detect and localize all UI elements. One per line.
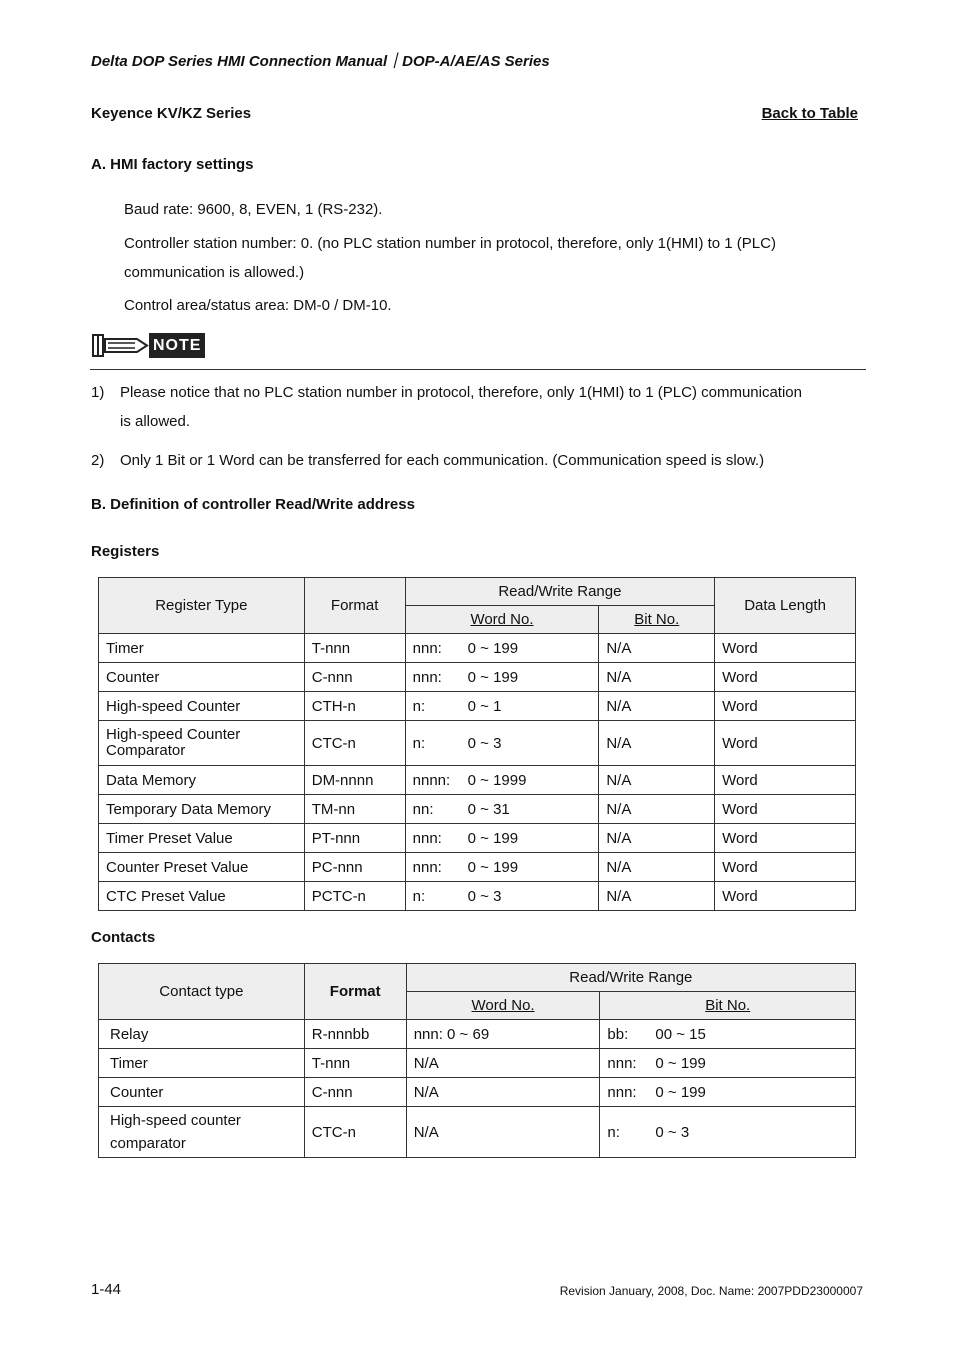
format-cell: C-nnn bbox=[304, 663, 405, 692]
header-format: Format bbox=[304, 964, 406, 1020]
table-row bbox=[99, 692, 856, 721]
word-range-cell: nnn: 0 ~ 199 bbox=[405, 663, 599, 692]
format-cell: CTH-n bbox=[304, 692, 405, 721]
length-cell: Word bbox=[715, 795, 856, 824]
format-cell: TM-nn bbox=[304, 795, 405, 824]
table-row bbox=[99, 824, 856, 853]
register-type-cell: High-speed Counter Comparator bbox=[99, 721, 305, 766]
format-cell: PC-nnn bbox=[304, 853, 405, 882]
table-row bbox=[99, 721, 856, 766]
contact-type-cell: Relay bbox=[99, 1020, 305, 1049]
table-row bbox=[99, 663, 856, 692]
bit-cell: N/A bbox=[599, 692, 715, 721]
registers-title: Registers bbox=[91, 543, 160, 560]
word-cell: N/A bbox=[406, 1107, 600, 1158]
table-row bbox=[99, 766, 856, 795]
station-number-text-cont: communication is allowed.) bbox=[124, 264, 305, 281]
register-type-cell: Timer Preset Value bbox=[99, 824, 305, 853]
bit-cell: N/A bbox=[599, 663, 715, 692]
format-cell: CTC-n bbox=[304, 1107, 406, 1158]
length-cell: Word bbox=[715, 766, 856, 795]
register-type-cell: Temporary Data Memory bbox=[99, 795, 305, 824]
bit-range-cell: n: 0 ~ 3 bbox=[600, 1107, 856, 1158]
bit-cell: N/A bbox=[599, 795, 715, 824]
header-read-write-range: Read/Write Range bbox=[405, 578, 715, 606]
word-range-cell: n: 0 ~ 1 bbox=[405, 692, 599, 721]
back-to-table-link[interactable]: Back to Table bbox=[761, 105, 858, 122]
table-row bbox=[99, 1078, 856, 1107]
bit-cell: N/A bbox=[599, 634, 715, 663]
section-a-title: A. HMI factory settings bbox=[91, 156, 254, 173]
word-cell: nnn: 0 ~ 69 bbox=[406, 1020, 600, 1049]
note-item bbox=[91, 378, 861, 436]
hand-pointer-icon bbox=[91, 333, 149, 358]
note-item-text: Please notice that no PLC station number in protocol, therefore, only 1(HMI) to 1 (PLC) communication bbox=[120, 384, 802, 401]
word-range-cell: nnn: 0 ~ 199 bbox=[405, 634, 599, 663]
table-row bbox=[99, 853, 856, 882]
register-type-cell: Counter bbox=[99, 663, 305, 692]
series-title: Keyence KV/KZ Series bbox=[91, 105, 252, 122]
word-range-cell: nnnn: 0 ~ 1999 bbox=[405, 766, 599, 795]
format-cell: T-nnn bbox=[304, 634, 405, 663]
control-area-text: Control area/status area: DM-0 / DM-10. bbox=[124, 297, 392, 314]
bit-range-cell: nnn: 0 ~ 199 bbox=[600, 1078, 856, 1107]
note-item-number: 2) bbox=[91, 452, 105, 469]
header-word-no: Word No. bbox=[470, 611, 534, 628]
header-contact-type: Contact type bbox=[99, 964, 305, 1020]
word-range-cell: n: 0 ~ 3 bbox=[405, 721, 599, 766]
registers-table bbox=[98, 577, 856, 911]
contact-type-cell: High-speed counter comparator bbox=[99, 1107, 305, 1158]
format-cell: PCTC-n bbox=[304, 882, 405, 911]
register-type-cell: Data Memory bbox=[99, 766, 305, 795]
length-cell: Word bbox=[715, 721, 856, 766]
note-item bbox=[91, 446, 861, 475]
table-row bbox=[99, 634, 856, 663]
header-bit-no: Bit No. bbox=[634, 611, 680, 628]
note-divider bbox=[90, 369, 866, 370]
contacts-title: Contacts bbox=[91, 929, 156, 946]
contact-type-cell: Counter bbox=[99, 1078, 305, 1107]
bit-cell: N/A bbox=[599, 721, 715, 766]
manual-title: Delta DOP Series HMI Connection Manual｜DOP-A/AE/AS Series bbox=[91, 53, 550, 70]
format-cell: DM-nnnn bbox=[304, 766, 405, 795]
header-format: Format bbox=[304, 578, 405, 634]
format-cell: T-nnn bbox=[304, 1049, 406, 1078]
length-cell: Word bbox=[715, 692, 856, 721]
bit-cell: N/A bbox=[599, 853, 715, 882]
word-range-cell: n: 0 ~ 3 bbox=[405, 882, 599, 911]
length-cell: Word bbox=[715, 824, 856, 853]
header-register-type: Register Type bbox=[99, 578, 305, 634]
word-range-cell: nn: 0 ~ 31 bbox=[405, 795, 599, 824]
page-number: 1-44 bbox=[91, 1281, 122, 1298]
word-range-cell: nnn: 0 ~ 199 bbox=[405, 824, 599, 853]
register-type-cell: CTC Preset Value bbox=[99, 882, 305, 911]
contacts-table bbox=[98, 963, 856, 1158]
length-cell: Word bbox=[715, 853, 856, 882]
word-cell: N/A bbox=[406, 1078, 600, 1107]
table-row bbox=[99, 795, 856, 824]
note-label: NOTE bbox=[149, 333, 205, 358]
note-item-number: 1) bbox=[91, 384, 105, 401]
format-cell: CTC-n bbox=[304, 721, 405, 766]
baud-rate-text: Baud rate: 9600, 8, EVEN, 1 (RS-232). bbox=[124, 201, 383, 218]
table-row bbox=[99, 1049, 856, 1078]
bit-cell: N/A bbox=[599, 824, 715, 853]
bit-cell: N/A bbox=[599, 882, 715, 911]
word-cell: N/A bbox=[406, 1049, 600, 1078]
bit-range-cell: bb: 00 ~ 15 bbox=[600, 1020, 856, 1049]
revision-info: Revision January, 2008, Doc. Name: 2007PDD23000007 bbox=[559, 1284, 863, 1298]
table-row bbox=[99, 882, 856, 911]
length-cell: Word bbox=[715, 663, 856, 692]
station-number-text: Controller station number: 0. (no PLC station number in protocol, therefore, only 1(HMI) to 1 (PLC) bbox=[124, 235, 776, 252]
length-cell: Word bbox=[715, 634, 856, 663]
table-row bbox=[99, 1107, 856, 1158]
section-b-title: B. Definition of controller Read/Write address bbox=[91, 496, 415, 513]
header-data-length: Data Length bbox=[715, 578, 856, 634]
register-type-cell: Timer bbox=[99, 634, 305, 663]
note-badge bbox=[91, 333, 205, 358]
register-type-cell: Counter Preset Value bbox=[99, 853, 305, 882]
header-read-write-range: Read/Write Range bbox=[406, 964, 855, 992]
bit-range-cell: nnn: 0 ~ 199 bbox=[600, 1049, 856, 1078]
format-cell: PT-nnn bbox=[304, 824, 405, 853]
contact-type-cell: Timer bbox=[99, 1049, 305, 1078]
length-cell: Word bbox=[715, 882, 856, 911]
bit-cell: N/A bbox=[599, 766, 715, 795]
table-row bbox=[99, 1020, 856, 1049]
register-type-cell: High-speed Counter bbox=[99, 692, 305, 721]
header-bit-no: Bit No. bbox=[705, 997, 751, 1014]
note-item-text: Only 1 Bit or 1 Word can be transferred for each communication. (Communication speed is slow.) bbox=[120, 452, 765, 469]
note-item-text-cont: is allowed. bbox=[120, 413, 191, 430]
word-range-cell: nnn: 0 ~ 199 bbox=[405, 853, 599, 882]
header-word-no: Word No. bbox=[471, 997, 535, 1014]
format-cell: R-nnnbb bbox=[304, 1020, 406, 1049]
format-cell: C-nnn bbox=[304, 1078, 406, 1107]
